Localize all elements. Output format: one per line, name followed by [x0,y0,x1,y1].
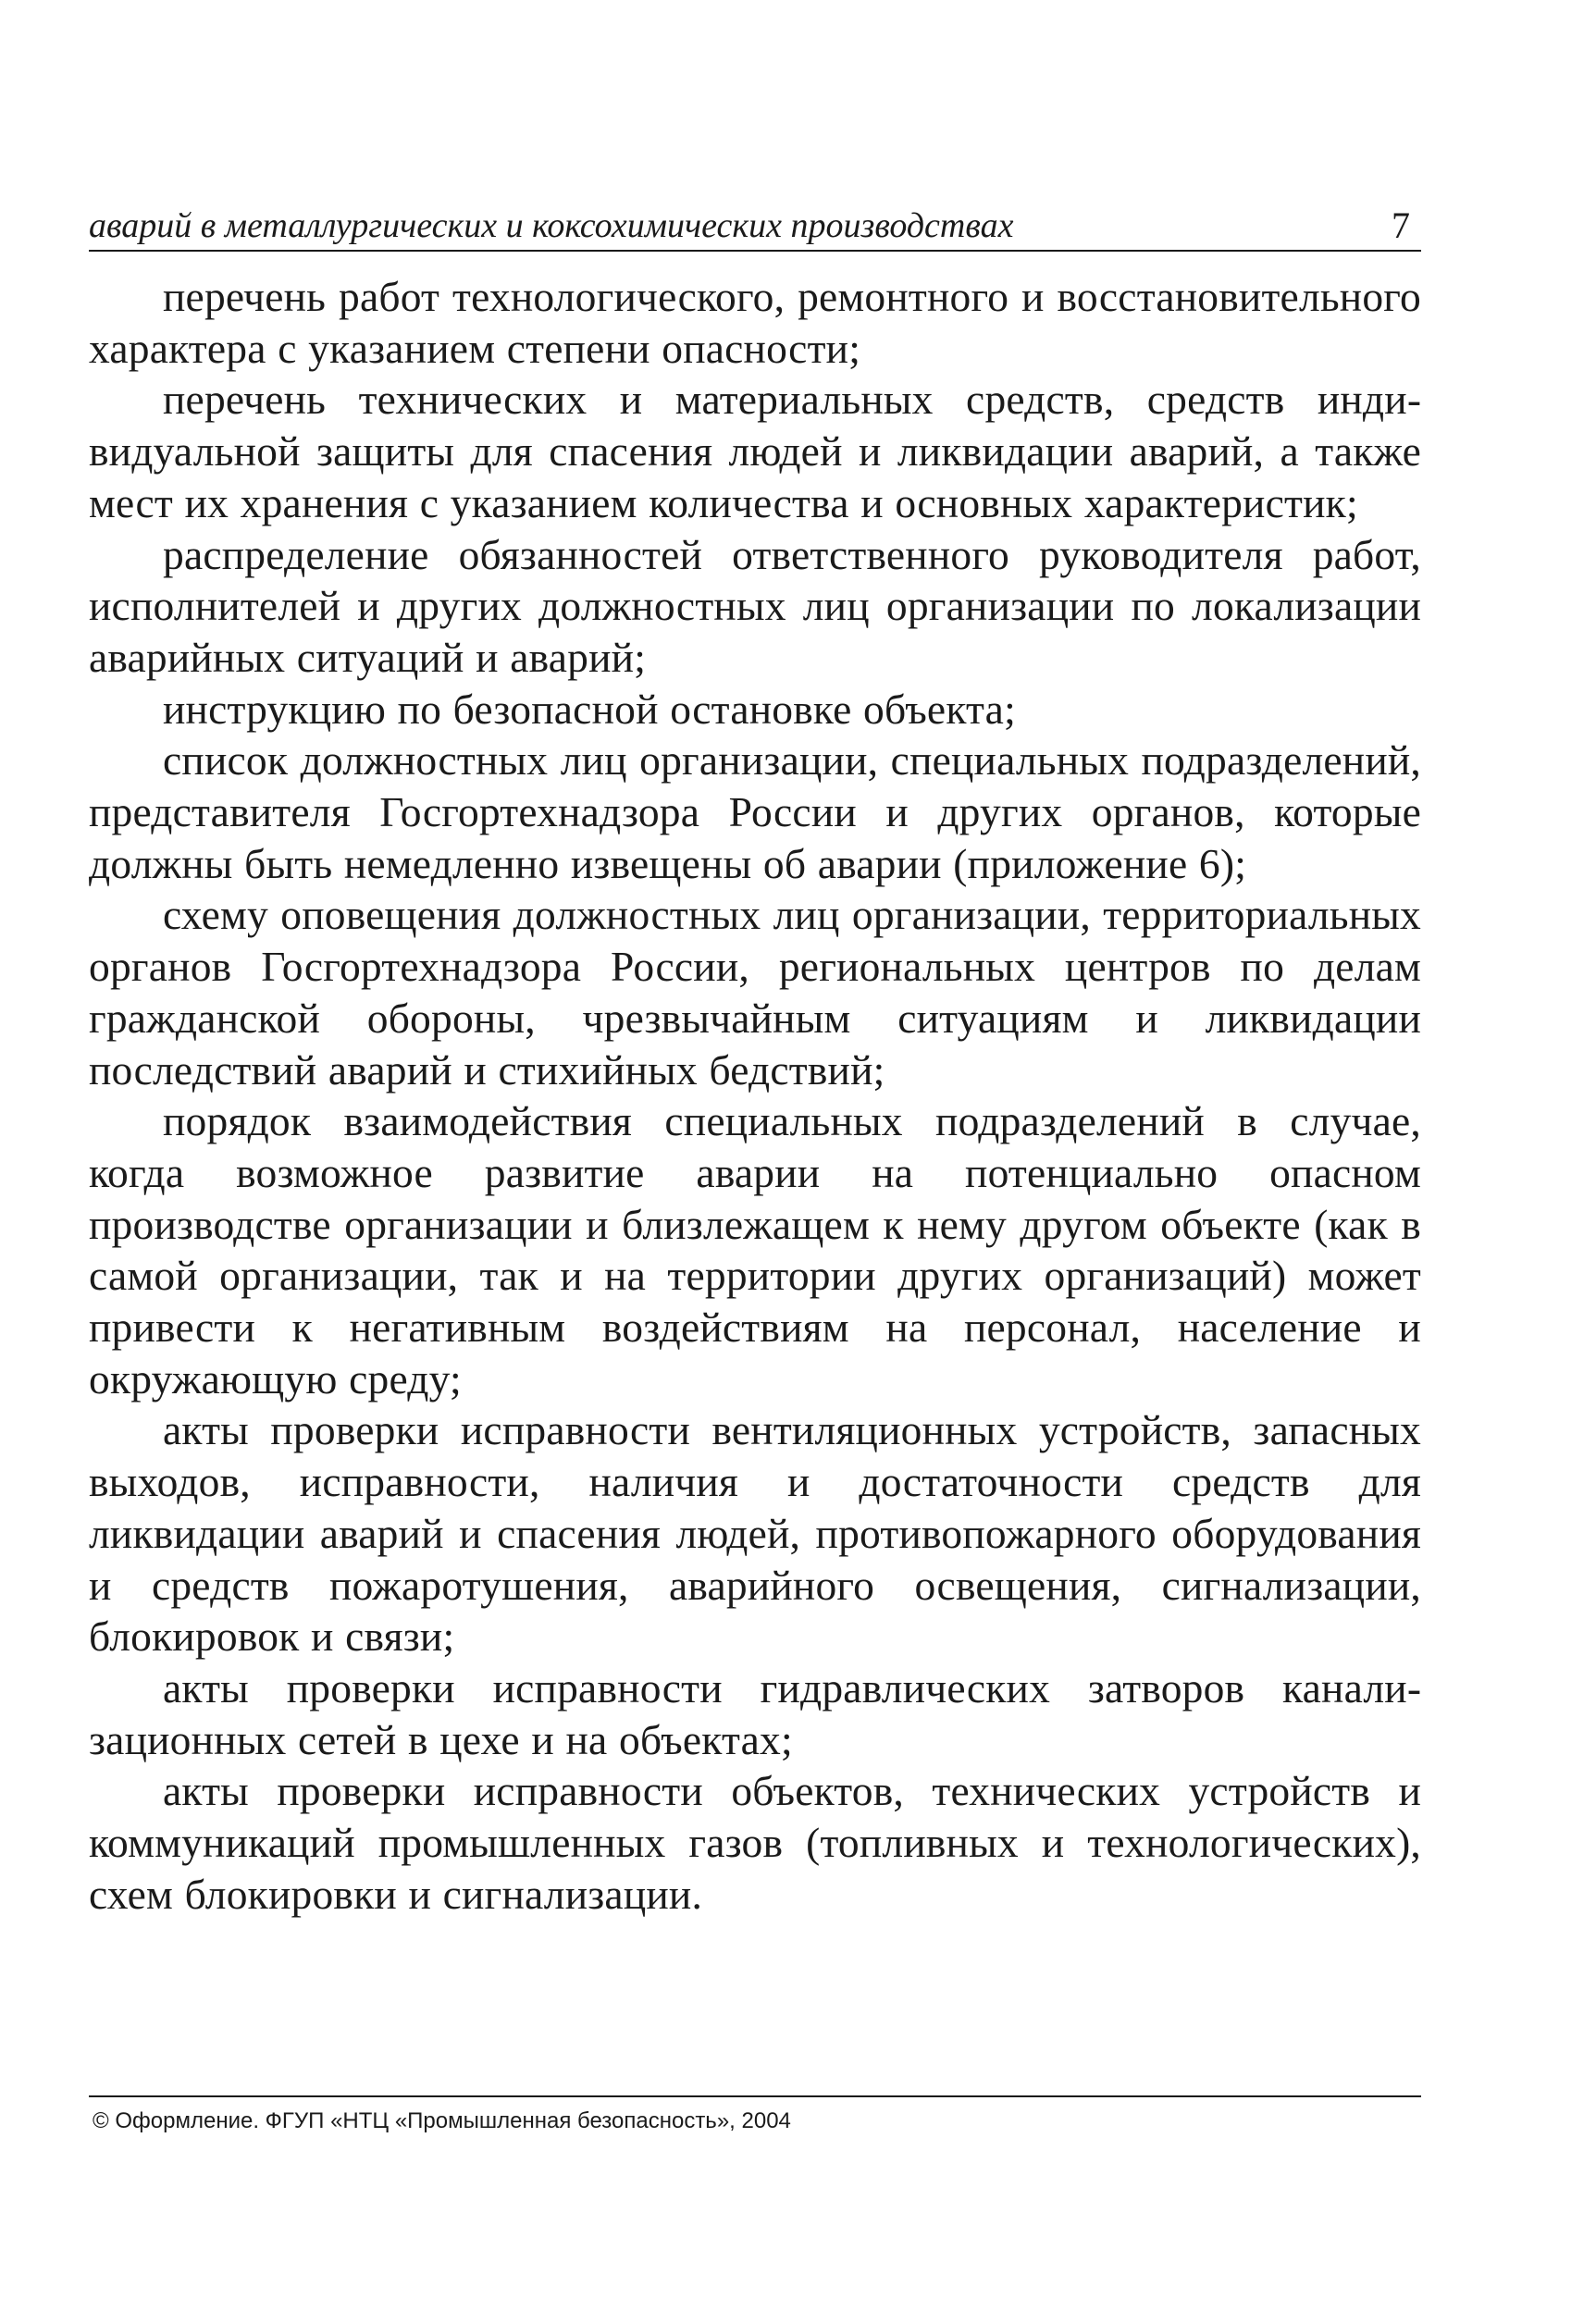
page-number: 7 [1392,204,1410,246]
copyright-notice: © Оформление. ФГУП «НТЦ «Промышленная безопасность», 2004 [93,2108,791,2133]
paragraph: порядок взаимодействия специальных подразделений в случае, когда возможное развитие аварии на потенциально опасном производстве организации и близлежащем к нему другом объекте (как в самой организации, так и на территории других организаций) может привести к негативным воздействиям на персонал, население и окружающую среду; [89,1097,1421,1403]
paragraph: акты проверки исправности гидравлических затворов канализационных сетей в цехе и на объектах; [89,1663,1421,1763]
paragraph: акты проверки исправности объектов, технических устройств и коммуникаций промышленных газов (топливных и технологических), схем блокировки и сигнализации. [89,1767,1421,1918]
body-text [89,271,1421,1921]
paragraph: перечень работ технологического, ремонтного и восстановительного характера с указанием степени опасности; [89,273,1421,372]
running-title: аварий в металлургических и коксохимических производствах [89,206,1014,245]
running-header [89,196,1421,252]
paragraph: акты проверки исправности вентиляционных устройств, запасных выходов, исправности, наличия и достаточности средств для ликвидации аварий и спасения людей, противопожарного оборудования и средств пожаротушения, аварийного освещения, сигнализации, блокировок и связи; [89,1406,1421,1661]
paragraph: список должностных лиц организации, специальных подразделений, представителя Госгортехнадзора России и других органов, которые должны быть немедленно извещены об аварии (приложение 6); [89,736,1421,887]
paragraph: перечень технических и материальных средств, средств индивидуальной защиты для спасения людей и ликвидации аварий, а также мест их хранения с указанием количества и основных характеристик; [89,376,1421,526]
paragraph: схему оповещения должностных лиц организации, территориальных органов Госгортехнадзора России, региональных центров по делам гражданской обороны, чрезвычайным ситуациям и ликвидации последствий аварий и стихийных бедствий; [89,891,1421,1094]
paragraph: распределение обязанностей ответственного руководителя работ, исполнителей и других должностных лиц организации по локализации аварийных ситуаций и аварий; [89,530,1421,681]
footer-rule [89,2095,1421,2097]
paragraph: инструкцию по безопасной остановке объекта; [163,685,1016,733]
